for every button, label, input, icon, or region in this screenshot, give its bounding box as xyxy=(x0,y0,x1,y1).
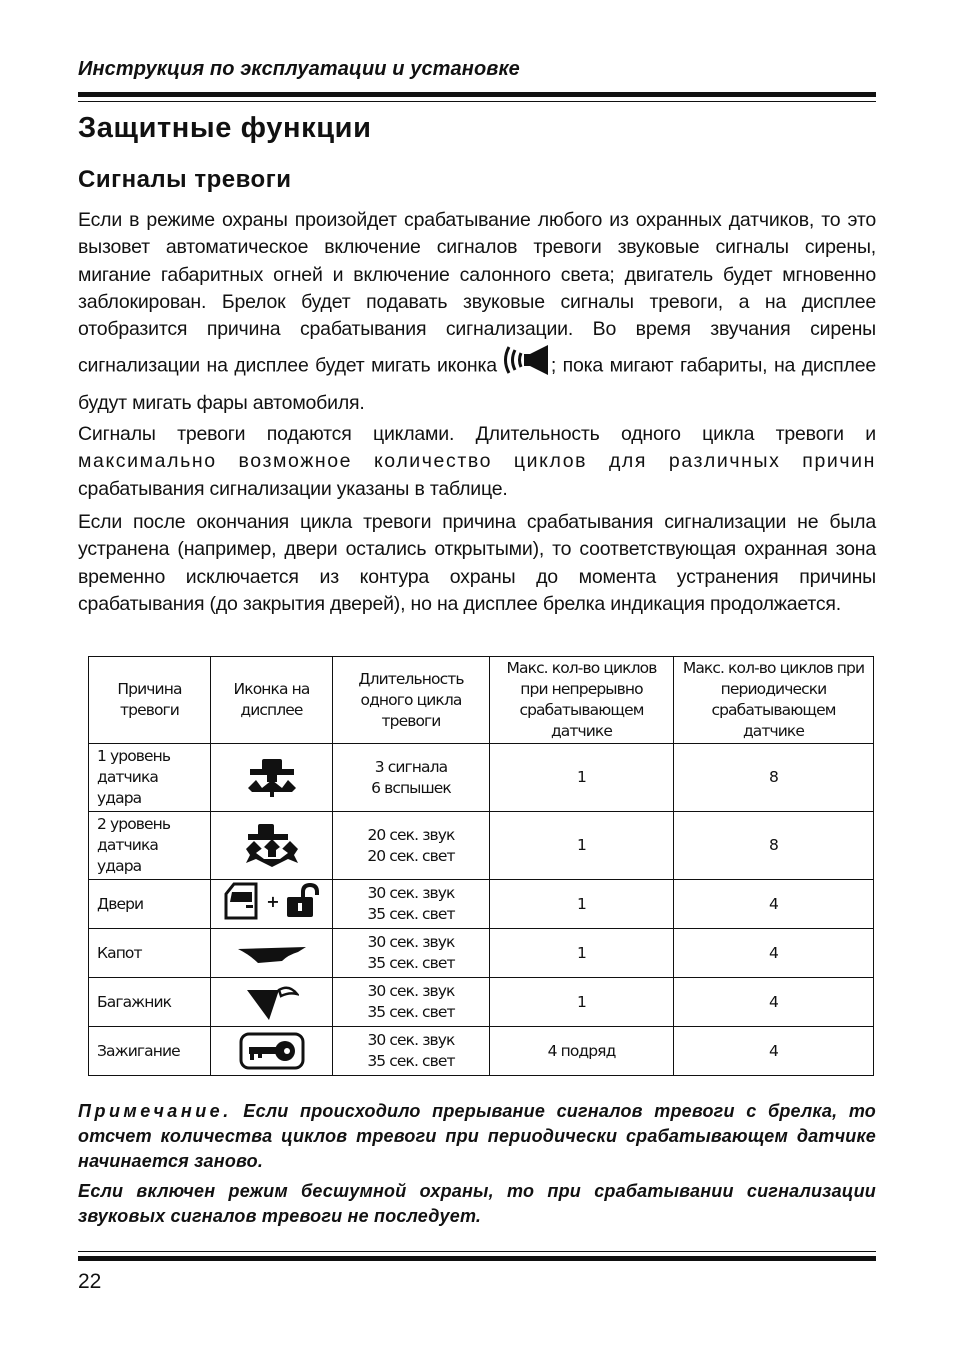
table-row xyxy=(89,1027,874,1076)
paragraph-alarm-intro-tail: ; пока мигают габариты, на дисплее будут мигать фары автомобиля. xyxy=(78,354,876,414)
duration-line-1: 30 сек. звук xyxy=(367,1031,455,1049)
duration-line-1: 30 сек. звук xyxy=(367,933,455,951)
cell-cause: 1 уровень датчика удара xyxy=(89,744,211,812)
shock-sensor-level-1-icon xyxy=(217,758,326,798)
plus-sign: + xyxy=(266,891,279,911)
cell-max-periodic: 4 xyxy=(674,1027,874,1076)
duration-line-2: 35 сек. свет xyxy=(367,954,455,972)
hood-icon xyxy=(217,942,326,964)
header-rule-thin xyxy=(78,101,876,102)
ignition-key-icon xyxy=(217,1032,326,1070)
note-label: Примечание. xyxy=(78,1101,232,1121)
paragraph-alarm-intro-main: Если в режиме охраны произойдет срабатывание любого из охранных датчиков, то это вызовет автоматическое включение сигналов тревоги звуковые сигналы сирены, мигание габаритных огней и включение салонного света; двигатель будет мгновенно заблокирован. Брелок будет подавать звуковые сигналы тревоги, а на дисплее отобразится причина срабатывания сигнализации. Во время звучания сирены сигнализации на дисплее будет мигать иконка xyxy=(78,209,876,377)
cell-max-periodic: 4 xyxy=(674,929,874,978)
cell-cause: Двери xyxy=(89,880,211,929)
paragraph-alarm-intro xyxy=(78,207,876,417)
table-row xyxy=(89,929,874,978)
cell-max-continuous: 1 xyxy=(490,812,674,880)
table-row xyxy=(89,744,874,812)
cell-max-continuous: 1 xyxy=(490,978,674,1027)
cell-cause: Багажник xyxy=(89,978,211,1027)
cell-duration xyxy=(333,880,490,929)
door-icon xyxy=(222,881,260,921)
paragraph-cycles-start: Сигналы тревоги подаются циклами. Длительность одного цикла тревоги и xyxy=(78,423,876,445)
header-duration: Длительность одного цикла тревоги xyxy=(333,657,490,744)
cell-icon xyxy=(211,880,333,929)
note-interruption-text: Если происходило прерывание сигналов тревоги с брелка, то отсчет количества циклов тревоги при периодически срабатывающем датчике начинается заново. xyxy=(78,1101,876,1171)
footer-rule-thick xyxy=(78,1256,876,1261)
section-title: Защитные функции xyxy=(78,112,372,144)
unlocked-padlock-icon xyxy=(285,883,321,919)
cell-duration xyxy=(333,744,490,812)
duration-line-1: 30 сек. звук xyxy=(367,982,455,1000)
duration-line-2: 20 сек. свет xyxy=(367,846,455,865)
cell-max-periodic: 8 xyxy=(674,744,874,812)
duration-line-2: 35 сек. свет xyxy=(367,1003,455,1021)
cell-max-continuous: 1 xyxy=(490,880,674,929)
page-number: 22 xyxy=(78,1270,102,1293)
cell-icon xyxy=(211,978,333,1027)
cell-max-periodic: 4 xyxy=(674,880,874,929)
header-cause: Причина тревоги xyxy=(89,657,211,744)
duration-line-2: 35 сек. свет xyxy=(367,1052,455,1070)
table-row xyxy=(89,978,874,1027)
shock-sensor-level-2-icon xyxy=(217,823,326,869)
paragraph-cycles-wide: максимально возможное количество циклов для различных причин xyxy=(78,450,876,473)
cell-duration xyxy=(333,978,490,1027)
cell-icon xyxy=(211,744,333,812)
duration-line-2: 6 вспышек xyxy=(371,778,451,797)
paragraph-zone-exclusion: Если после окончания цикла тревоги причина срабатывания сигнализации не была устранена (например, двери остались открытыми), то соответствующая охранная зона временно исключается из контура охраны до момента устранения причины срабатывания (до закрытия дверей), но на дисплее брелка индикация продолжается. xyxy=(78,511,876,615)
cell-icon xyxy=(211,812,333,880)
duration-line-2: 35 сек. свет xyxy=(367,905,455,923)
table-header-row xyxy=(89,657,874,744)
cell-cause: Зажигание xyxy=(89,1027,211,1076)
table-row xyxy=(89,880,874,929)
cell-duration xyxy=(333,812,490,880)
duration-line-1: 20 сек. звук xyxy=(367,825,455,844)
alarm-cycles-table xyxy=(88,656,874,1076)
table-row xyxy=(89,812,874,880)
header-rule-thick xyxy=(78,92,876,97)
running-header: Инструкция по эксплуатации и установке xyxy=(78,58,520,80)
door-plus-unlocked-padlock-icon xyxy=(222,881,321,921)
header-max-periodic: Макс. кол-во циклов при периодически срабатывающем датчике xyxy=(674,657,874,744)
cell-icon xyxy=(211,929,333,978)
cell-max-continuous: 4 подряд xyxy=(490,1027,674,1076)
cell-cause: 2 уровень датчика удара xyxy=(89,812,211,880)
footer-rule-thin xyxy=(78,1251,876,1252)
cell-icon xyxy=(211,1027,333,1076)
cell-max-continuous: 1 xyxy=(490,744,674,812)
duration-line-1: 3 сигнала xyxy=(374,757,448,776)
cell-max-periodic: 4 xyxy=(674,978,874,1027)
cell-duration xyxy=(333,1027,490,1076)
trunk-icon xyxy=(217,982,326,1022)
duration-line-1: 30 сек. звук xyxy=(367,884,455,902)
subsection-title: Сигналы тревоги xyxy=(78,166,292,193)
siren-speaker-icon xyxy=(501,343,551,385)
header-icon: Иконка на дисплее xyxy=(211,657,333,744)
note-silent-mode: Если включен режим бесшумной охраны, то при срабатывании сигнализации звуковых сигналов тревоги не последует. xyxy=(78,1181,876,1226)
note-interruption xyxy=(78,1099,876,1174)
cell-max-periodic: 8 xyxy=(674,812,874,880)
cell-cause: Капот xyxy=(89,929,211,978)
paragraph-cycles-end: срабатывания сигнализации указаны в таблице. xyxy=(78,477,508,500)
cell-max-continuous: 1 xyxy=(490,929,674,978)
cell-duration xyxy=(333,929,490,978)
header-max-continuous: Макс. кол-во циклов при непрерывно срабатывающем датчике xyxy=(490,657,674,744)
paragraph-cycles xyxy=(78,421,876,503)
